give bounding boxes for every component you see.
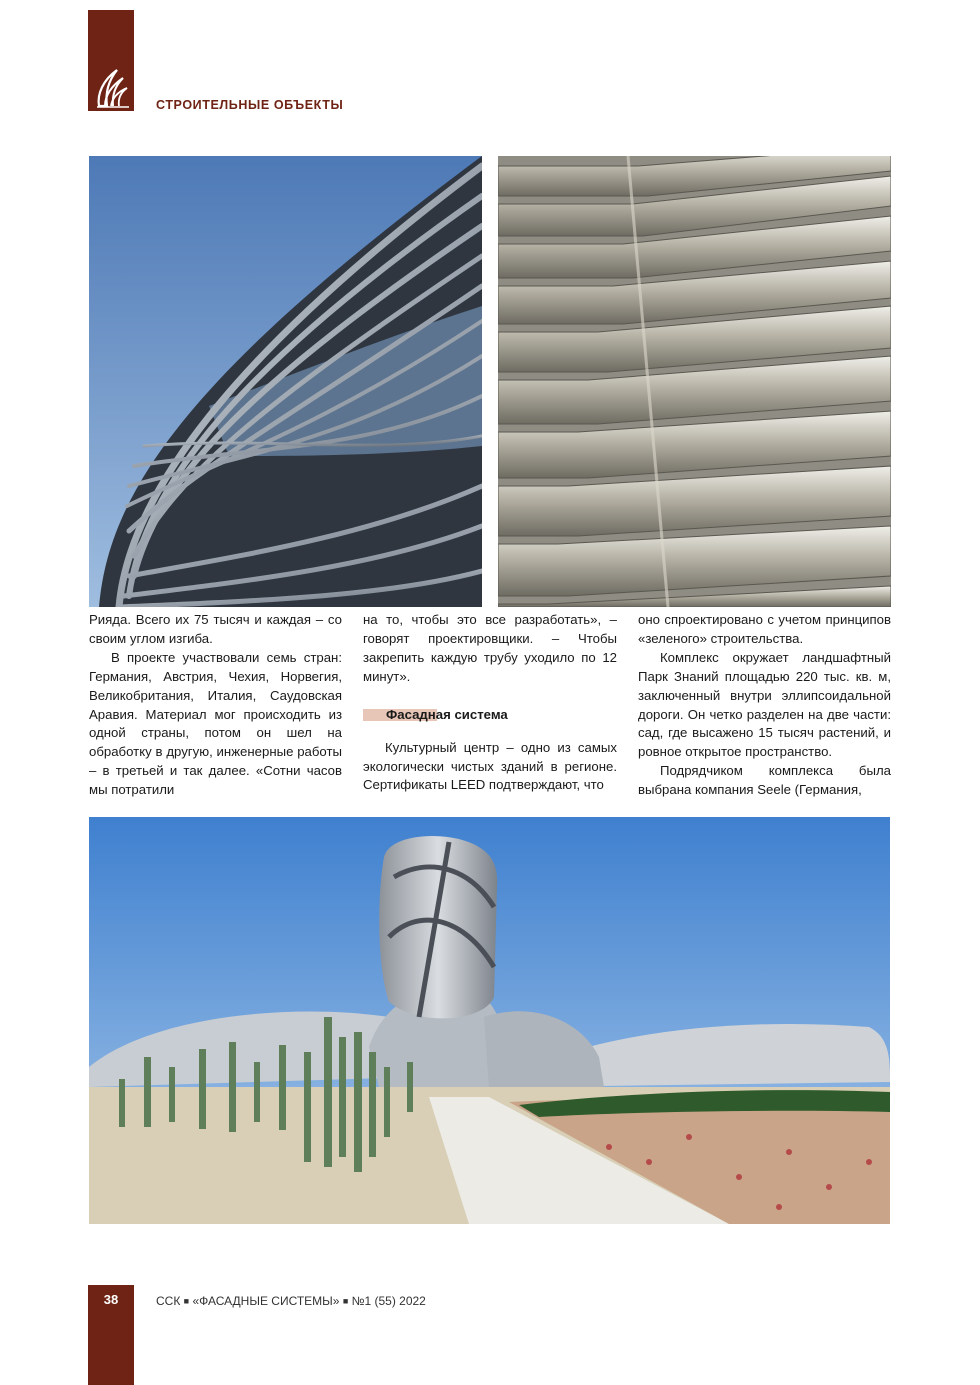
- leaf-logo-icon: [93, 66, 131, 108]
- footer-magazine: «ФАСАДНЫЕ СИСТЕМЫ»: [192, 1294, 340, 1308]
- page-number: 38: [103, 1292, 119, 1307]
- paragraph: Подрядчиком комплекса была выбрана компания Seele (Германия,: [638, 763, 891, 798]
- photo-pipe-cladding: [498, 156, 891, 607]
- footer-separator: ■: [183, 1296, 190, 1306]
- footer-issue: №1 (55) 2022: [351, 1294, 426, 1308]
- paragraph: оно спроектировано с учетом принципов «зеленого» строительства.: [638, 612, 891, 646]
- text-column-2: [363, 611, 617, 795]
- paragraph: В проекте участвовали семь стран: Германия, Австрия, Чехия, Норвегия, Великобритания, Италия, Саудовская Аравия. Материал мог происходить из одной страны, потом он шел на обработку в другую, инженерные работы – в третьей и так далее. «Сотни часов мы потратили: [89, 649, 342, 798]
- paragraph: Культурный центр – одно из самых экологически чистых зданий в регионе. Сертификаты LEED подтверждают, что: [363, 739, 617, 793]
- photo-cultural-center: [89, 817, 890, 1224]
- paragraph: на то, чтобы это все разработать», – говорят проектировщики. – Чтобы закрепить каждую трубу уходило по 12 минут».: [363, 612, 617, 684]
- section-title: СТРОИТЕЛЬНЫЕ ОБЪЕКТЫ: [156, 98, 344, 112]
- footer-line: [156, 1294, 426, 1308]
- paragraph: Рияда. Всего их 75 тысяч и каждая – со своим углом изгиба.: [89, 612, 342, 646]
- footer-publisher: ССК: [156, 1294, 181, 1308]
- photo-facade-louvres: [89, 156, 482, 607]
- text-column-3: [638, 611, 891, 800]
- paragraph: Комплекс окружает ландшафтный Парк Знаний площадью 220 тыс. кв. м, заключенный внутри эллипсоидальной дороги. Он четко разделен на две части: сад, где высажено 15 тысяч растений, и ровное открытое пространство.: [638, 649, 891, 760]
- footer-separator: ■: [342, 1296, 349, 1306]
- subheading: [363, 706, 617, 726]
- text-column-1: [89, 611, 342, 800]
- subheading-text: Фасадная система: [386, 706, 508, 722]
